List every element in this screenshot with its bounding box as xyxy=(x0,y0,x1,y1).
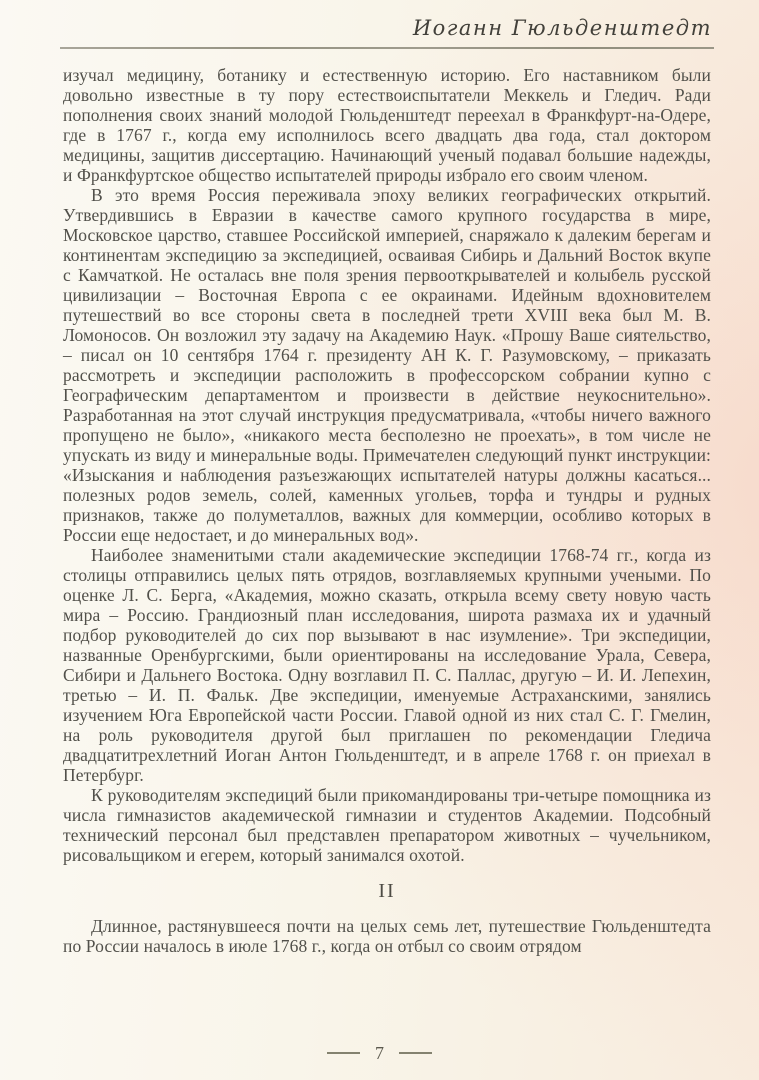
footer-rule-right xyxy=(399,1052,432,1054)
page-header xyxy=(0,0,759,41)
page-footer xyxy=(0,1044,759,1062)
paragraph-3: Наиболее знаменитыми стали академические экспедиции 1768-74 гг., когда из столицы отправились целых пять отрядов, возглавляемых крупными учеными. По оценке Л. С. Берга, «Академия, можно сказать, открыла всему свету новую часть мира – Россию. Грандиозный план исследования, широта размаха их и удачный подбор руководителей до сих пор вызывают в нас изумление». Три экспедиции, названные Оренбургскими, были ориентированы на исследование Урала, Севера, Сибири и Дальнего Востока. Одну возглавил П. С. Паллас, другую – И. И. Лепехин, третью – И. П. Фальк. Две экспедиции, именуемые Астраханскими, занялись изучением Юга Европейской части России. Главой одной из них стал С. Г. Гмелин, на роль руководителя другой был приглашен по рекомендации Гледича двадцатитрехлетний Иоган Антон Гюльденштедт, и в апреле 1768 г. он приехал в Петербург. xyxy=(63,545,711,785)
footer-rule-left xyxy=(327,1052,360,1054)
running-head-title: Иоганн Гюльденштедт xyxy=(412,16,712,40)
page-number: 7 xyxy=(375,1043,384,1063)
paragraph-2: В это время Россия переживала эпоху великих географических открытий. Утвердившись в Евразии в качестве самого крупного государства в мире, Московское царство, ставшее Российской империей, снаряжало к далеким берегам и континентам экспедицию за экспедицией, осваивая Сибирь и Дальний Восток вкупе с Камчаткой. Не осталась вне поля зрения первооткрывателей и колыбель русской цивилизации – Восточная Европа с ее окраинами. Идейным вдохновителем путешествий во все стороны света в последней трети XVIII века был М. В. Ломоносов. Он возложил эту задачу на Академию Наук. «Прошу Ваше сиятельство, – писал он 10 сентября 1764 г. президенту АН К. Г. Разумовскому, – приказать рассмотреть и экспедиции расположить в профессорском собрании купно с Географическим департаментом и произвести в действие неукоснительно». Разработанная на этот случай инструкция предусматривала, «чтобы ничего важного пропущено не было», «никакого места бесполезно не проехать», в том числе не упускать из виду и минеральные воды. Примечателен следующий пункт инструкции: «Изыскания и наблюдения разъезжающих испытателей натуры должны касаться... полезных родов земель, солей, каменных угольев, торфа и тундры и рудных признаков, также до полуметаллов, важных для коммерции, особливо которых в России еще недостает, и до минеральных вод». xyxy=(63,185,711,545)
paragraph-5: Длинное, растянувшееся почти на целых семь лет, путешествие Гюльденштедта по России началось в июле 1768 г., когда он отбыл со своим отрядом xyxy=(63,916,711,956)
header-rule xyxy=(60,47,714,49)
section-heading: II xyxy=(378,880,396,902)
paragraph-1: изучал медицину, ботанику и естественную историю. Его наставником были довольно известные в ту пору естествоиспытатели Меккель и Гледич. Ради пополнения своих знаний молодой Гюльденштедт переехал в Франкфурт-на-Одере, где в 1767 г., когда ему исполнилось всего двадцать два года, стал доктором медицины, защитив диссертацию. Начинающий ученый подавал большие надежды, и Франкфуртское общество испытателей природы избрало его своим членом. xyxy=(63,65,711,185)
paragraph-4: К руководителям экспедиций были прикомандированы три-четыре помощника из числа гимназистов академической гимназии и студентов Академии. Подсобный технический персонал был представлен препаратором животных – чучельником, рисовальщиком и егерем, который занимался охотой. xyxy=(63,785,711,865)
page-body xyxy=(63,65,711,956)
